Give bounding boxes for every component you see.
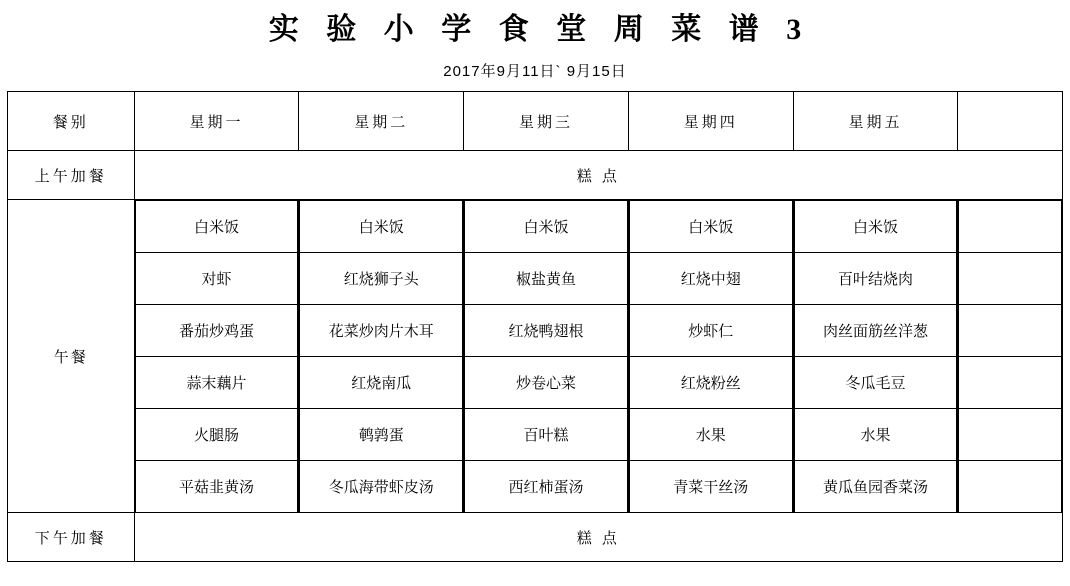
list-item: 百叶结烧肉	[794, 253, 957, 305]
row-label-lunch: 午餐	[8, 200, 135, 513]
list-item: 火腿肠	[135, 409, 298, 461]
list-item: 水果	[794, 409, 957, 461]
list-item: 黄瓜鱼园香菜汤	[794, 461, 957, 513]
list-item: 红烧中翅	[629, 253, 792, 305]
list-item: 红烧粉丝	[629, 357, 792, 409]
row-label-afternoon-snack: 下午加餐	[8, 513, 135, 562]
lunch-column-friday	[793, 200, 958, 513]
table-row-lunch	[8, 200, 1063, 513]
list-item	[959, 201, 1062, 253]
list-item	[959, 461, 1062, 513]
list-item: 白米饭	[794, 201, 957, 253]
list-item	[959, 253, 1062, 305]
list-item: 红烧南瓜	[300, 357, 463, 409]
table-row-afternoon-snack	[8, 513, 1063, 562]
weekly-menu-table	[7, 91, 1063, 562]
list-item: 鹌鹑蛋	[300, 409, 463, 461]
list-item: 肉丝面筋丝洋葱	[794, 305, 957, 357]
list-item: 冬瓜海带虾皮汤	[300, 461, 463, 513]
header-cell-wednesday: 星期三	[464, 92, 629, 151]
list-item: 白米饭	[300, 201, 463, 253]
list-item: 冬瓜毛豆	[794, 357, 957, 409]
lunch-column-thursday	[628, 200, 793, 513]
date-range: 2017年9月11日` 9月15日	[443, 63, 627, 80]
morning-snack-value: 糕 点	[134, 151, 1062, 200]
list-item: 蒜末藕片	[135, 357, 298, 409]
table-header-row	[8, 92, 1063, 151]
list-item: 番茄炒鸡蛋	[135, 305, 298, 357]
header-cell-thursday: 星期四	[628, 92, 793, 151]
list-item: 红烧狮子头	[300, 253, 463, 305]
list-item: 西红柿蛋汤	[465, 461, 628, 513]
header-cell-meal-type: 餐别	[8, 92, 135, 151]
list-item: 水果	[629, 409, 792, 461]
list-item: 炒卷心菜	[465, 357, 628, 409]
list-item	[959, 409, 1062, 461]
list-item: 白米饭	[465, 201, 628, 253]
list-item: 红烧鸭翅根	[465, 305, 628, 357]
list-item: 百叶糕	[465, 409, 628, 461]
afternoon-snack-value: 糕 点	[134, 513, 1062, 562]
header-cell-monday: 星期一	[134, 92, 299, 151]
lunch-column-wednesday	[464, 200, 629, 513]
row-label-morning-snack: 上午加餐	[8, 151, 135, 200]
header-cell-extra	[958, 92, 1063, 151]
list-item: 白米饭	[135, 201, 298, 253]
lunch-column-monday	[134, 200, 299, 513]
header-cell-friday: 星期五	[793, 92, 958, 151]
table-row-morning-snack	[8, 151, 1063, 200]
list-item: 对虾	[135, 253, 298, 305]
list-item: 椒盐黄鱼	[465, 253, 628, 305]
lunch-column-extra	[958, 200, 1063, 513]
list-item: 炒虾仁	[629, 305, 792, 357]
header-cell-tuesday: 星期二	[299, 92, 464, 151]
list-item	[959, 357, 1062, 409]
page-title: 实 验 小 学 食 堂 周 菜 谱 3	[268, 13, 812, 46]
list-item	[959, 305, 1062, 357]
list-item: 青菜干丝汤	[629, 461, 792, 513]
list-item: 白米饭	[629, 201, 792, 253]
lunch-column-tuesday	[299, 200, 464, 513]
list-item: 平菇韭黄汤	[135, 461, 298, 513]
list-item: 花菜炒肉片木耳	[300, 305, 463, 357]
